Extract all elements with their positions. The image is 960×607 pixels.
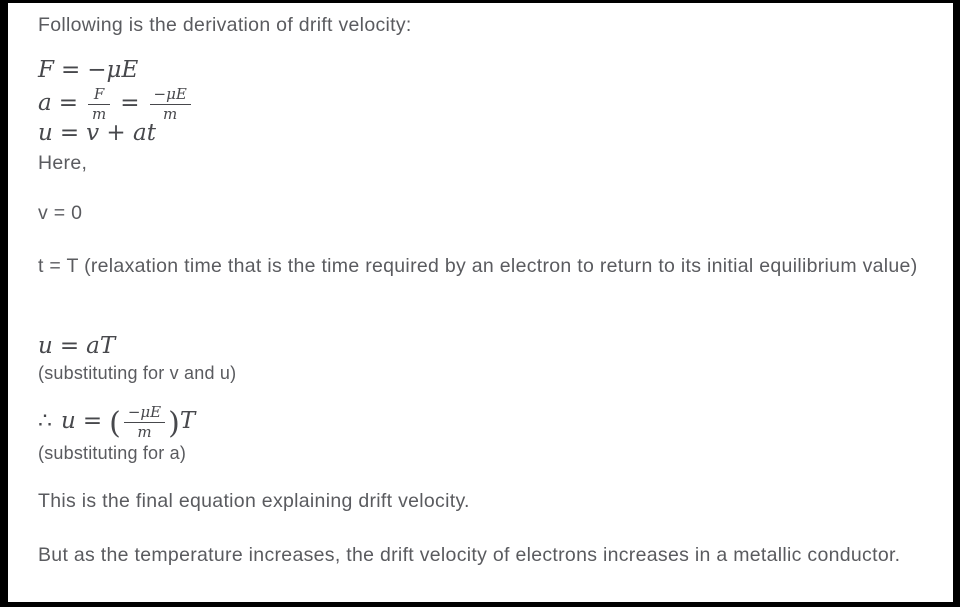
equals-sign: = [58, 90, 78, 116]
close-paren: ) [168, 405, 180, 441]
substitution-note-v-u: (substituting for v and u) [38, 363, 237, 383]
fraction-muE-over-m [150, 86, 191, 122]
equals-sign: = [120, 90, 140, 116]
equation-drift-velocity [38, 404, 195, 441]
fraction-denominator: m [88, 104, 110, 123]
equation-motion [38, 120, 156, 146]
math-var-F: F [38, 57, 54, 83]
math-var-u: u [61, 408, 76, 434]
derivation-article [8, 3, 953, 602]
therefore-symbol: ∴ [38, 409, 52, 434]
conclusion-text: This is the final equation explaining drift velocity. [38, 490, 470, 512]
here-label: Here, [38, 152, 88, 174]
fraction-denominator: m [150, 104, 191, 123]
equation-acceleration [38, 86, 194, 122]
math-var-u: u [38, 120, 53, 146]
fraction-numerator: F [93, 85, 105, 103]
fraction-numerator: −μE [153, 85, 187, 103]
equals-sign: = [59, 120, 80, 146]
temperature-remark: But as the temperature increases, the drift velocity of electrons increases in a metallic conductor. [38, 544, 901, 566]
fraction-muE-over-m [124, 404, 165, 440]
equation-force [38, 57, 138, 83]
equals-sign: = [82, 408, 103, 434]
fraction-denominator: m [124, 422, 165, 441]
math-var-u: u [38, 333, 53, 359]
v-equals-zero-text: v = 0 [38, 202, 83, 224]
substitution-note-a: (substituting for a) [38, 443, 187, 463]
equals-sign: = [60, 57, 81, 83]
math-term-aT: aT [86, 333, 116, 359]
math-term-v-plus-at: v + at [86, 120, 156, 146]
relaxation-time-paragraph: t = T (relaxation time that is the time required by an electron to return to its initial equilibrium value) [38, 255, 918, 277]
open-paren: ( [109, 405, 121, 441]
fraction-F-over-m [88, 86, 110, 122]
math-term-muE: −μE [87, 57, 139, 83]
math-var-T: T [179, 408, 196, 434]
fraction-numerator: −μE [127, 403, 162, 421]
equation-u-equals-aT [38, 333, 115, 359]
math-var-a: a [38, 90, 52, 116]
intro-text: Following is the derivation of drift velocity: [38, 14, 412, 36]
equals-sign: = [59, 333, 80, 359]
